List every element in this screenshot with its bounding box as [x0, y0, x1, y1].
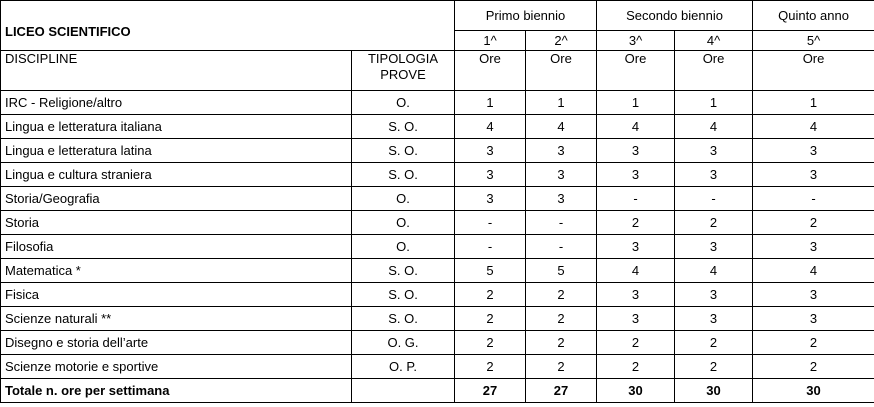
subject-name: IRC - Religione/altro: [1, 91, 352, 115]
hours-cell: 3: [455, 163, 526, 187]
hours-cell: 2: [455, 355, 526, 379]
hours-cell: -: [753, 187, 874, 211]
table-row: [1, 259, 874, 283]
table-row: [1, 235, 874, 259]
test-type: O.: [352, 187, 455, 211]
hours-cell: 2: [753, 331, 874, 355]
hours-cell: 2: [753, 355, 874, 379]
test-type: S. O.: [352, 283, 455, 307]
hours-cell: 1: [675, 91, 753, 115]
school-title: LICEO SCIENTIFICO: [1, 1, 455, 51]
hours-cell: 3: [526, 163, 597, 187]
hours-cell: 4: [597, 115, 675, 139]
table-row: [1, 283, 874, 307]
hours-cell: 5: [526, 259, 597, 283]
total-label: Totale n. ore per settimana: [1, 379, 352, 403]
hours-cell: 2: [675, 331, 753, 355]
hours-cell: 3: [597, 283, 675, 307]
total-type-empty: [352, 379, 455, 403]
hours-cell: -: [455, 235, 526, 259]
hours-cell: 3: [597, 235, 675, 259]
hours-cell: 3: [455, 139, 526, 163]
table-row: [1, 307, 874, 331]
test-type: S. O.: [352, 307, 455, 331]
hours-cell: 2: [455, 331, 526, 355]
subject-name: Disegno e storia dell’arte: [1, 331, 352, 355]
total-hours: 30: [753, 379, 874, 403]
year-4: 4^: [675, 31, 753, 51]
hours-cell: 2: [526, 307, 597, 331]
hours-label: Ore: [675, 51, 753, 91]
total-row: [1, 379, 874, 403]
group-quinto-anno: Quinto anno: [753, 1, 874, 31]
hours-cell: 3: [675, 283, 753, 307]
subject-name: Filosofia: [1, 235, 352, 259]
subject-name: Storia: [1, 211, 352, 235]
hours-cell: 4: [753, 259, 874, 283]
test-type: S. O.: [352, 259, 455, 283]
hours-cell: 1: [597, 91, 675, 115]
hours-cell: 3: [597, 307, 675, 331]
subject-name: Lingua e letteratura latina: [1, 139, 352, 163]
test-type: O. G.: [352, 331, 455, 355]
total-hours: 30: [597, 379, 675, 403]
hours-cell: -: [455, 211, 526, 235]
type-column-header-line1: TIPOLOGIA: [367, 51, 439, 66]
hours-label: Ore: [526, 51, 597, 91]
group-secondo-biennio: Secondo biennio: [597, 1, 753, 31]
hours-cell: 3: [597, 139, 675, 163]
hours-cell: 3: [675, 307, 753, 331]
year-2: 2^: [526, 31, 597, 51]
table-row: [1, 115, 874, 139]
year-3: 3^: [597, 31, 675, 51]
subject-name: Lingua e letteratura italiana: [1, 115, 352, 139]
hours-cell: 3: [753, 307, 874, 331]
hours-cell: 3: [675, 235, 753, 259]
year-5: 5^: [753, 31, 874, 51]
hours-cell: 2: [455, 307, 526, 331]
total-hours: 30: [675, 379, 753, 403]
subject-name: Scienze naturali **: [1, 307, 352, 331]
hours-cell: 1: [526, 91, 597, 115]
hours-cell: 3: [526, 139, 597, 163]
hours-cell: 5: [455, 259, 526, 283]
hours-cell: 4: [753, 115, 874, 139]
hours-cell: 2: [526, 331, 597, 355]
total-hours: 27: [526, 379, 597, 403]
hours-cell: 2: [526, 283, 597, 307]
hours-cell: 3: [753, 235, 874, 259]
hours-cell: 1: [753, 91, 874, 115]
hours-cell: 2: [675, 355, 753, 379]
group-primo-biennio: Primo biennio: [455, 1, 597, 31]
subject-name: Storia/Geografia: [1, 187, 352, 211]
hours-label: Ore: [597, 51, 675, 91]
hours-cell: 4: [675, 259, 753, 283]
table-row: [1, 91, 874, 115]
table-row: [1, 163, 874, 187]
table-row: [1, 187, 874, 211]
hours-cell: 3: [526, 187, 597, 211]
hours-cell: 3: [753, 283, 874, 307]
subject-name: Fisica: [1, 283, 352, 307]
total-hours: 27: [455, 379, 526, 403]
test-type: S. O.: [352, 139, 455, 163]
hours-cell: 3: [597, 163, 675, 187]
hours-cell: 4: [526, 115, 597, 139]
hours-cell: -: [675, 187, 753, 211]
hours-cell: 3: [753, 139, 874, 163]
hours-cell: 3: [675, 163, 753, 187]
hours-cell: 2: [455, 283, 526, 307]
hours-cell: 2: [597, 211, 675, 235]
table-row: [1, 139, 874, 163]
subject-column-header: DISCIPLINE: [1, 51, 352, 91]
hours-cell: 4: [455, 115, 526, 139]
test-type: O. P.: [352, 355, 455, 379]
hours-cell: 2: [597, 355, 675, 379]
hours-cell: 2: [526, 355, 597, 379]
hours-cell: 4: [597, 259, 675, 283]
test-type: S. O.: [352, 163, 455, 187]
hours-label: Ore: [455, 51, 526, 91]
hours-cell: 2: [753, 211, 874, 235]
hours-cell: -: [597, 187, 675, 211]
hours-cell: 1: [455, 91, 526, 115]
subject-name: Lingua e cultura straniera: [1, 163, 352, 187]
hours-cell: 2: [597, 331, 675, 355]
subject-name: Matematica *: [1, 259, 352, 283]
test-type: O.: [352, 91, 455, 115]
type-column-header: [352, 51, 455, 91]
hours-cell: 2: [675, 211, 753, 235]
test-type: S. O.: [352, 115, 455, 139]
hours-cell: 3: [455, 187, 526, 211]
hours-cell: -: [526, 211, 597, 235]
test-type: O.: [352, 211, 455, 235]
subject-name: Scienze motorie e sportive: [1, 355, 352, 379]
test-type: O.: [352, 235, 455, 259]
hours-cell: 3: [753, 163, 874, 187]
hours-label: Ore: [753, 51, 874, 91]
table-row: [1, 331, 874, 355]
year-1: 1^: [455, 31, 526, 51]
table-row: [1, 355, 874, 379]
hours-cell: 3: [675, 139, 753, 163]
table-row: [1, 211, 874, 235]
hours-cell: 4: [675, 115, 753, 139]
hours-cell: -: [526, 235, 597, 259]
type-column-header-line2: PROVE: [380, 67, 426, 82]
